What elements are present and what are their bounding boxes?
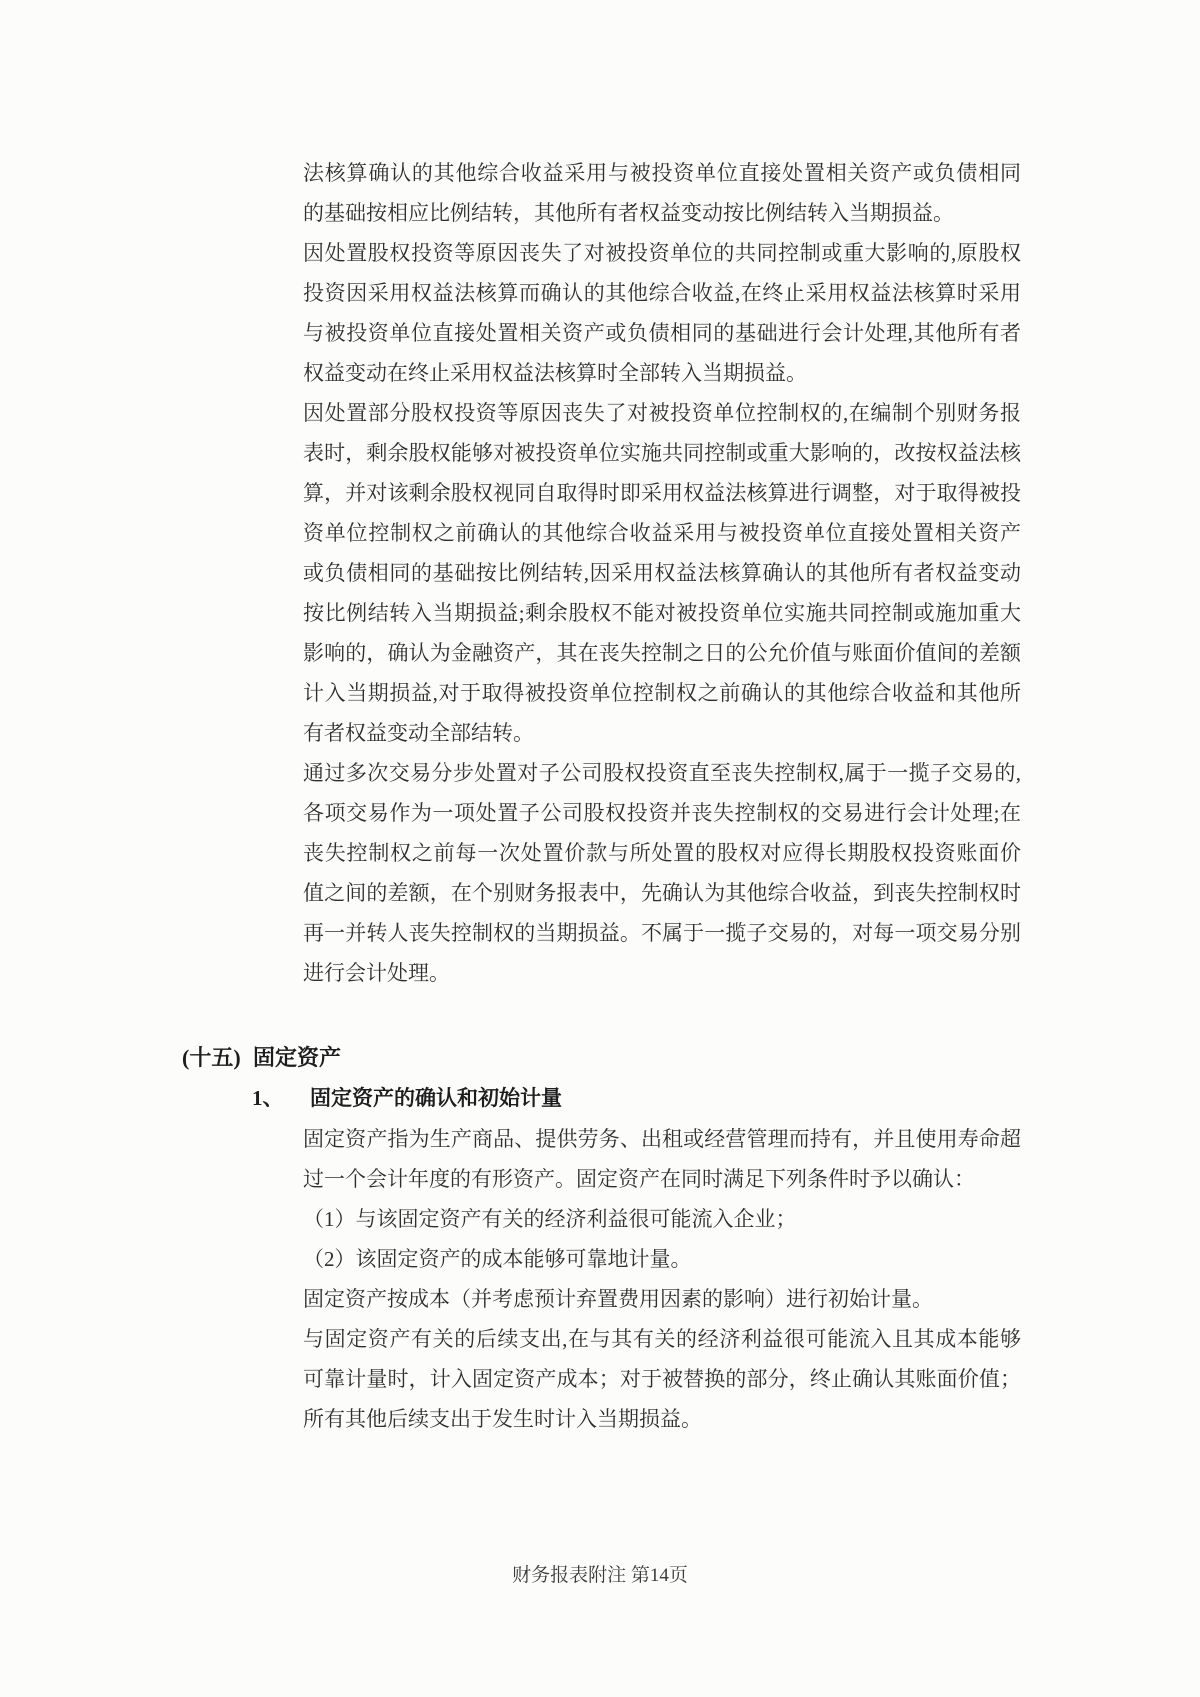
text-line: 计入当期损益,对于取得被投资单位控制权之前确认的其他综合收益和其他所 <box>303 681 1021 705</box>
text-line: 丧失控制权之前每一次处置价款与所处置的股权对应得长期股权投资账面价 <box>303 841 1021 865</box>
text-line: 所有其他后续支出于发生时计入当期损益。 <box>303 1407 702 1431</box>
text-line: 与被投资单位直接处置相关资产或负债相同的基础进行会计处理,其他所有者 <box>303 321 1021 345</box>
paragraph <box>303 1239 1021 1279</box>
paragraph <box>303 753 1021 993</box>
paragraph <box>303 1119 1021 1199</box>
text-line: 进行会计处理。 <box>303 961 450 985</box>
text-line: 按比例结转入当期损益;剩余股权不能对被投资单位实施共同控制或施加重大 <box>303 601 1021 625</box>
paragraph <box>303 153 1021 233</box>
text-line: 因处置股权投资等原因丧失了对被投资单位的共同控制或重大影响的,原股权 <box>303 241 1021 265</box>
paragraph <box>303 1199 1021 1239</box>
text-line: 固定资产按成本（并考虑预计弃置费用因素的影响）进行初始计量。 <box>303 1287 933 1311</box>
fixed-assets-paragraphs <box>303 1119 1021 1439</box>
section-heading <box>182 1038 341 1078</box>
text-line: 有者权益变动全部结转。 <box>303 721 534 745</box>
text-line: 固定资产指为生产商品、提供劳务、出租或经营管理而持有，并且使用寿命超 <box>303 1127 1021 1151</box>
text-line: 因处置部分股权投资等原因丧失了对被投资单位控制权的,在编制个别财务报 <box>303 401 1021 425</box>
text-line: 与固定资产有关的后续支出,在与其有关的经济利益很可能流入且其成本能够 <box>303 1327 1021 1351</box>
text-line: 通过多次交易分步处置对子公司股权投资直至丧失控制权,属于一揽子交易的, <box>303 761 1021 785</box>
text-line: 投资因采用权益法核算而确认的其他综合收益,在终止采用权益法核算时采用 <box>303 281 1021 305</box>
equity-method-paragraphs <box>303 153 1021 993</box>
text-line: 表时，剩余股权能够对被投资单位实施共同控制或重大影响的，改按权益法核 <box>303 441 1021 465</box>
text-line: 值之间的差额，在个别财务报表中，先确认为其他综合收益，到丧失控制权时 <box>303 881 1021 905</box>
text-line: 法核算确认的其他综合收益采用与被投资单位直接处置相关资产或负债相同 <box>303 161 1021 185</box>
text-line: 再一并转人丧失控制权的当期损益。不属于一揽子交易的，对每一项交易分别 <box>303 921 1021 945</box>
footer-text: 财务报表附注 第14页 <box>512 1565 688 1586</box>
text-line: 可靠计量时，计入固定资产成本；对于被替换的部分，终止确认其账面价值； <box>303 1367 1021 1391</box>
text-line: 权益变动在终止采用权益法核算时全部转入当期损益。 <box>303 361 807 385</box>
paragraph <box>303 1279 1021 1319</box>
paragraph <box>303 1319 1021 1439</box>
paragraph <box>303 233 1021 393</box>
text-line: 的基础按相应比例结转，其他所有者权益变动按比例结转入当期损益。 <box>303 201 954 225</box>
section-number: (十五) <box>182 1045 241 1070</box>
section-title: 固定资产 <box>253 1045 342 1070</box>
subsection-number: 1、 <box>252 1086 284 1110</box>
text-line: 过一个会计年度的有形资产。固定资产在同时满足下列条件时予以确认： <box>303 1167 975 1191</box>
text-line: （2）该固定资产的成本能够可靠地计量。 <box>303 1247 692 1271</box>
text-line: 影响的，确认为金融资产，其在丧失控制之日的公允价值与账面价值间的差额 <box>303 641 1021 665</box>
subsection-heading <box>252 1078 562 1118</box>
text-line: 或负债相同的基础按比例结转,因采用权益法核算确认的其他所有者权益变动 <box>303 561 1021 585</box>
text-line: （1）与该固定资产有关的经济利益很可能流入企业； <box>303 1207 797 1231</box>
subsection-title: 固定资产的确认和初始计量 <box>310 1086 562 1110</box>
text-line: 算，并对该剩余股权视同自取得时即采用权益法核算进行调整，对于取得被投 <box>303 481 1021 505</box>
page-footer <box>0 1561 1200 1591</box>
paragraph <box>303 393 1021 753</box>
text-line: 各项交易作为一项处置子公司股权投资并丧失控制权的交易进行会计处理;在 <box>303 801 1021 825</box>
text-line: 资单位控制权之前确认的其他综合收益采用与被投资单位直接处置相关资产 <box>303 521 1021 545</box>
